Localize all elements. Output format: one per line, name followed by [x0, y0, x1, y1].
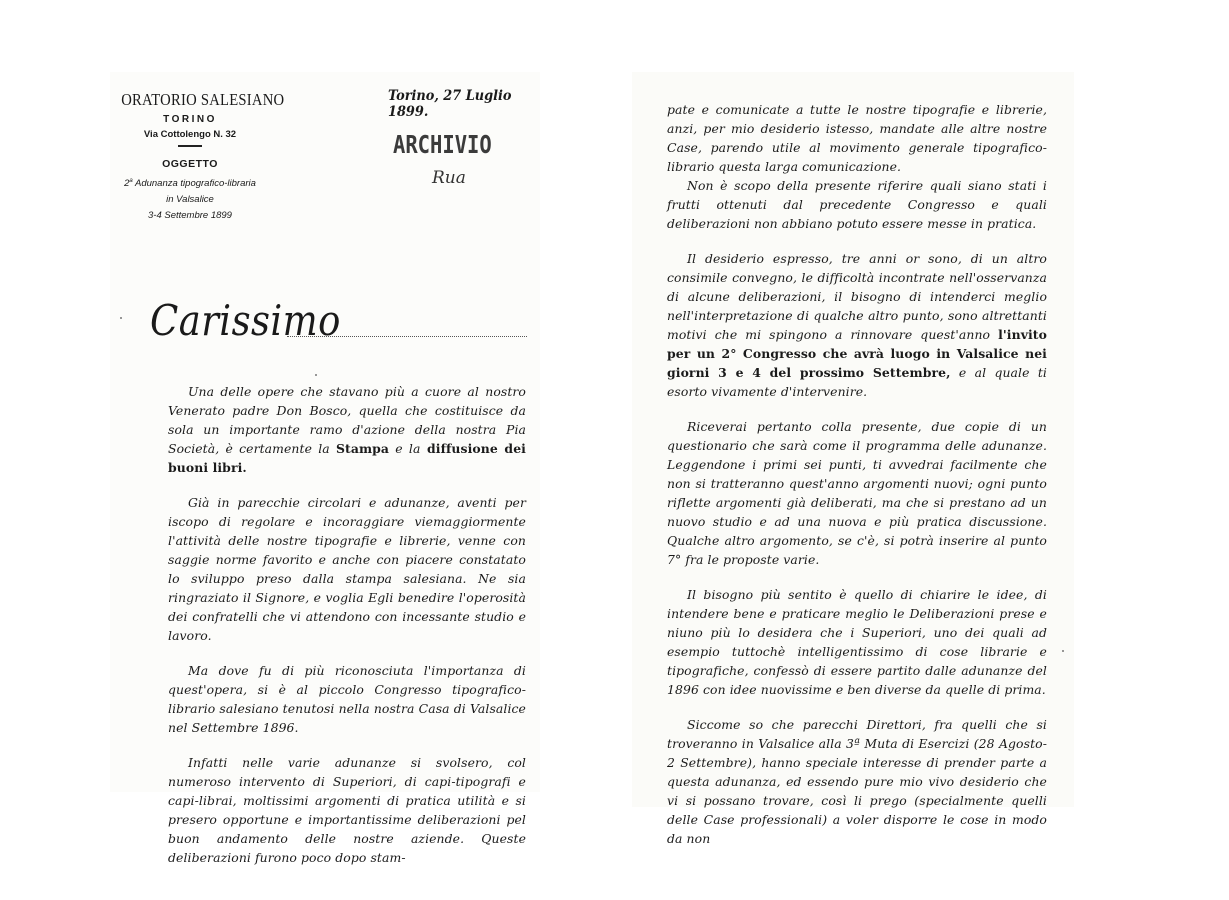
right-p3-text: Il desiderio espresso, tre anni or sono, di un altro consimile convegno, le difficoltà incontrate nell'osservanza di alcune deliberazioni, il bisogno di intenderci meglio nell'interpretazione di qualche altro punto, sono altrettanti motivi che mi spingono a rinnovare quest'anno: [667, 251, 1047, 342]
letterhead-oggetto-label: OGGETTO: [162, 157, 218, 170]
letter-date: Torino, 27 Luglio 1899.: [388, 88, 512, 120]
letterhead-rule: [178, 145, 202, 147]
right-body: [667, 100, 1047, 848]
subject-line-1: Adunanza tipografico-libraria: [132, 177, 256, 189]
right-paragraph-2: Non è scopo della presente riferire quali siano stati i frutti ottenuti dal precedente Congresso e quali deliberazioni non abbiano potuto essere messe in pratica.: [667, 178, 1047, 231]
letterhead-city: TORINO: [163, 114, 217, 125]
letterhead: [110, 90, 285, 224]
left-p1-conj: e: [389, 441, 409, 456]
paper-speck: [315, 374, 317, 376]
left-p1-bold-stampa: Stampa: [335, 441, 390, 456]
paper-speck: [120, 317, 122, 319]
left-p1-text: Una delle opere che stavano più a cuore al nostro Venerato padre Don Bosco, quella che costituisce da sola un importante ramo d'azione della nostra Pia Società, è certamente la: [168, 384, 526, 456]
right-page: [632, 72, 1074, 846]
right-paragraph-3: [667, 249, 1047, 401]
subject-superscript: a: [129, 177, 133, 184]
right-paragraph-6: Siccome so che parecchi Direttori, fra quelli che si troveranno in Valsalice alla 3ª Muta di Esercizi (28 Agosto-2 Settembre), hanno speciale interesse di prender parte a questa adunanza, ed essendo pure mio vivo desiderio che vi si possano trovare, così li prego (specialmente quelli delle Case professionali) a voler disporre le cose in modo da non: [667, 717, 1047, 846]
left-paragraph-3: Ma dove fu di più riconosciuta l'importanza di quest'opera, si è al piccolo Congresso tipografico-librario salesiano tenutosi nella nostra Casa di Valsalice nel Settembre 1896.: [168, 663, 526, 735]
salutation-dotted-line: [287, 336, 527, 337]
right-paragraph-5: Il bisogno più sentito è quello di chiarire le idee, di intendere bene e praticare meglio le Deliberazioni prese e niuno più lo desidera che i Superiori, uno dei quali ad esempio tuttochè intelligentissimo di cose librarie e tipografiche, confessò di essere partito dalle adunanze del 1896 con idee nuovissime e ben diverse da quelle di prima.: [667, 587, 1047, 697]
handwritten-signature: Rua: [432, 168, 466, 188]
right-paragraph-1: pate e comunicate a tutte le nostre tipografie e librerie, anzi, per mio desiderio istesso, mandate alle altre nostre Case, parendo utile al movimento generale tipografico-librario questa larga comunicazione.: [667, 102, 1047, 174]
letterhead-address: Via Cottolengo N. 32: [143, 129, 237, 140]
left-paragraph-4: Infatti nelle varie adunanze si svolsero, col numeroso intervento di Superiori, di capi-tipografi e capi-librai, moltissimi argomenti di pratica utilità e si presero opportune e importantissime deliberazioni pel buon andamento delle nostre aziende. Queste deliberazioni furono poco dopo stam-: [168, 755, 526, 865]
left-p1-article: la: [408, 441, 421, 456]
archive-stamp: ARCHIVIO: [393, 130, 492, 159]
subject-number: 2: [124, 177, 130, 189]
right-p3-closing: e al quale ti esorto vivamente d'intervenire.: [667, 365, 1047, 399]
left-p1-bold-diffusione: diffusione dei buoni libri.: [168, 441, 526, 475]
left-paragraph-1: [168, 382, 526, 477]
right-p3-bold-invito: l'invito per un 2° Congresso che avrà luogo in Valsalice nei giorni 3 e 4 del prossimo Settembre,: [667, 327, 1047, 380]
salutation: Carissimo: [150, 296, 341, 345]
subject-line-3: 3-4 Settembre 1899: [148, 209, 232, 221]
left-page: [110, 72, 540, 865]
left-paragraph-2: Già in parecchie circolari e adunanze, aventi per iscopo di regolare e incoraggiare viemaggiormente l'attività delle nostre tipografie e librerie, venne con saggie norme favorito e anche con piacere constatato lo sviluppo preso dalla stampa salesiana. Ne sia ringraziato il Signore, e voglia Egli benedire l'operosità dei confratelli che vi attendono con incessante studio e lavoro.: [168, 495, 526, 643]
subject-line-2: in Valsalice: [166, 193, 214, 205]
letterhead-subject: [110, 173, 270, 224]
left-body: [168, 382, 526, 867]
right-paragraph-4: Riceverai pertanto colla presente, due copie di un questionario che sarà come il programma delle adunanze. Leggendone i primi sei punti, ti avvedrai facilmente che non si tratteranno quest'anno argomenti nuovi; ogni punto riflette argomenti già deliberati, ma che si prestano ad un nuovo studio e ad una nuova e più pratica discussione. Qualche altro argomento, se c'è, si potrà inserire al punto 7° fra le proposte varie.: [667, 419, 1047, 567]
paper-speck: [1062, 650, 1064, 652]
letterhead-org: ORATORIO SALESIANO: [121, 90, 285, 109]
